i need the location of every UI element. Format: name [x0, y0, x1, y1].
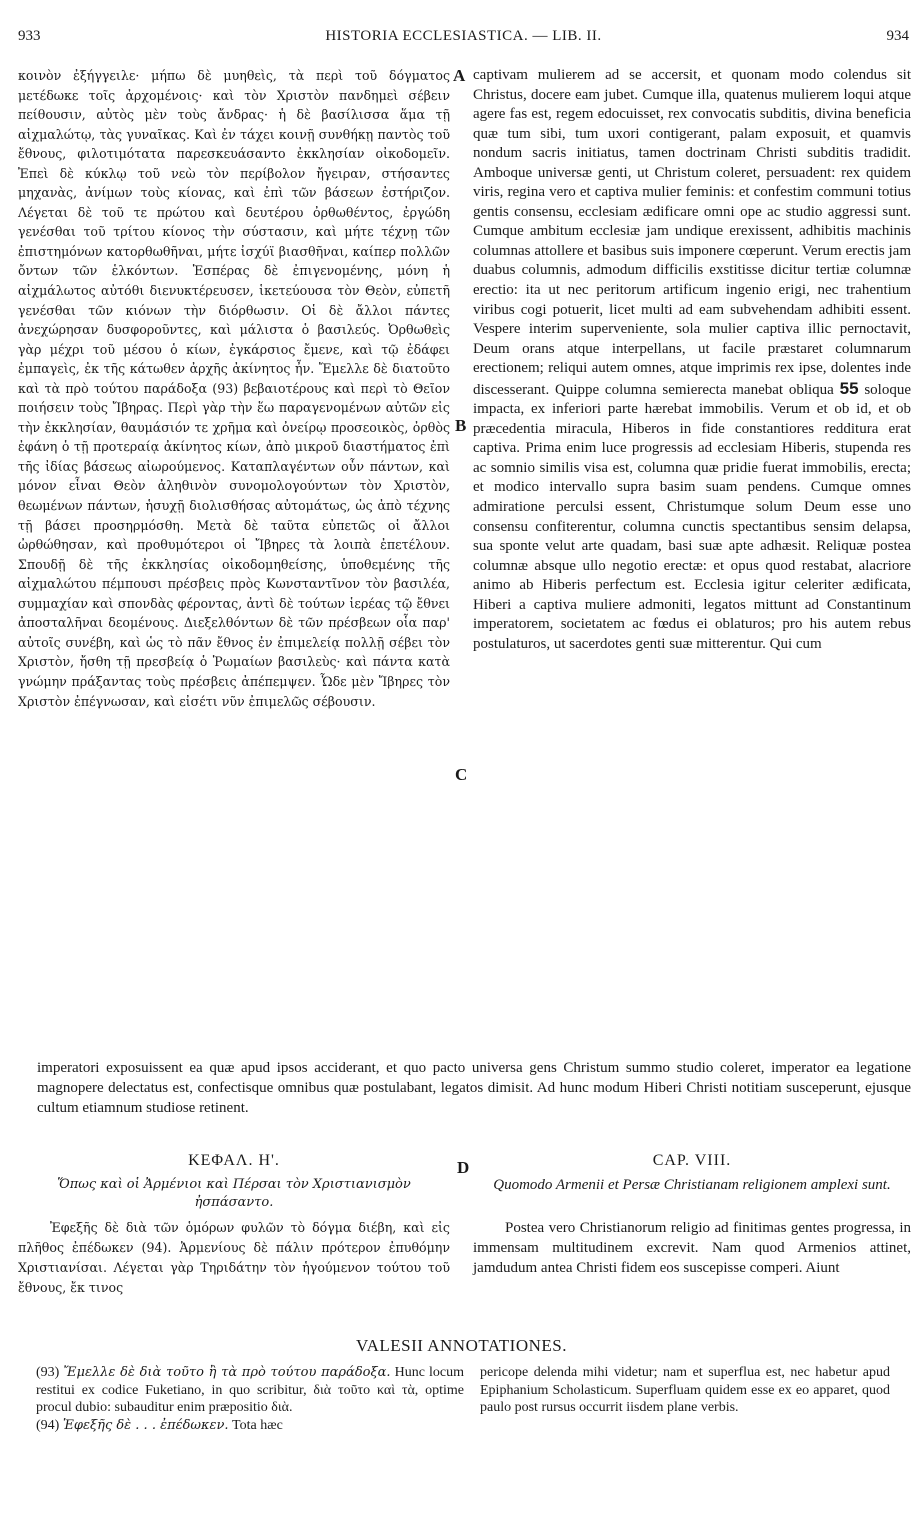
running-title: HISTORIA ECCLESIASTICA. — LIB. II. [325, 28, 602, 44]
note-94: (94) Ἐφεξῆς δὲ . . . ἐπέδωκεν. Tota hæc [36, 1417, 283, 1433]
chapter-heading-greek [18, 1152, 450, 1212]
latin-chapter-text: Postea vero Christianorum religio ad finitimas gentes progressa, in immensam multitudinem excrevit. Nam quod Armenios attinet, jamdudum antea Christi fidem eos suscepisse comperi. Aiunt [473, 1220, 911, 1276]
margin-letter-b: B [455, 416, 467, 435]
latin-full-width-text: imperatori exposuissent ea quæ apud ipsos acciderant, et quo pacto universa gens Christum summo studio coleret, imperator ea legatione magnopere delectatus est, confectisque omnibus quæ postulabant, legatos dimisit. Ad hunc modum Hiberi Christi notitiam susceperunt, ejusque cultum etiamnum studiose retinent. [37, 1060, 911, 1116]
chapter-heading-latin [473, 1152, 911, 1194]
latin-text-part-2: soloque impacta, ex inferiori parte hærebat immobilis. Verum et ob id, et ob præcedentia miracula, Hiberos in fide constantiores redditura erat captiva. Prima enim luce progressis ad ecclesiam Hiberis, stupenda res ac somnio similis visa est, columna quæ pridie fuerat immobilis, erecta; et modico intervallo supra basim suam pendens. Cumque omnes admiratione perculsi essent, Christumque solum Deum esse uno consensu confiterentur, columna cunctis spectantibus sensim delapsa, sua sponte velut arte quadam, basi suæ apte adhæsit. Reliquæ postea columnæ absque ullo negotio erectæ: et opus quod restabat, alacriore animo ab Hiberis perfectum est. Ecclesia igitur celeriter ædificata, Hiberi a captiva muliere admoniti, legatos mittunt ad Constantinum imperatorem, societatem ac fœdus ei oblaturos; pro his autem rebus postulaturos, ut sacerdotes genti suæ mitterentur. Qui cum [473, 381, 911, 652]
margin-letter-d: D [457, 1158, 470, 1177]
latin-text-part-1: captivam mulierem ad se accersit, et quonam modo colendus sit Christus, docere eam jubet. Cumque illa, quatenus mulierem loqui atque agere fas est, regem edocuisset, rex convocatis subditis, divina beneficia quæ tum sibi, tum uxori contigerant, palam exposuit, et quamvis nondum sacris initiatus, tamen doctrinam Christi subditis tradidit. Amboque universæ genti, ut Christum coleret, persuadent: rex quidem viris, regina vero et captiva mulier feminis: et confestim communi totius gentis consensu, ecclesiam ædificare omni ope ac studio aggressi sunt. Cumque ambitum ecclesiæ jam undique erexissent, adhibitis machinis columnas attollere et basibus suis imponere cœperunt. Verum erectis jam duabus columnis, admodum difficilis exstitisse dicitur tertiæ columnæ erectio: ita ut nec peritorum artificum ingenio erigi, nec trahentium viribus cogi potuerit, licet multi ad eam subvehendam adhibiti essent. Vespere interim superveniente, sola mulier captiva illic pernoctavit, Deum orans atque interpellans, ut facile præstaret columnarum erectionem; reliqui autem omnes, atque imprimis rex ipse, dolentes inde discesserant. Quippe columna semierecta manebat obliqua [473, 67, 911, 398]
greek-main-text: κοινὸν ἐξήγγειλε· μήπω δὲ μυηθεὶς, τὰ περὶ τοῦ δόγματος μετέδωκε τοῖς ἀρχομένοις· καὶ τὸν Χριστὸν πανδημεὶ σέβειν πείθουσιν, αὐτὸς μὲν τοὺς ἄνδρας· ἡ δὲ βασίλισσα ἅμα τῇ αἰχμαλώτῳ, τὰς γυναῖκας. Καὶ ἐν τάχει κοινῇ συνθήκῃ παντὸς τοῦ ἔθνους, φιλοτιμότατα παρεσκευάσαντο ἐκκλησίαν οἰκοδομεῖν. Ἐπεὶ δὲ κύκλῳ τοῦ νεὼ τὸν περίβολον ἤγειραν, στήσαντες μηχανὰς, ἀνίμων τοὺς κίονας, καὶ ἐπὶ τῶν βάσεων ἐστήριζον. Λέγεται δὲ τοῦ τε πρώτου καὶ δευτέρου ὀρθωθέντος, ἐργώδη γενέσθαι τοῦ τρίτου κίονος τὴν σύστασιν, καὶ μήτε τέχνῃ τῶν ἐπιστημόνων κατορθωθῆναι, μήτε ἰσχύϊ βιασθῆναι, καίπερ πολλῶν ὄντων τῶν ἑλκόντων. Ἑσπέρας δὲ ἐπιγενομένης, μόνη ἡ αἰχμάλωτος αὐτόθι διενυκτέρευσεν, ἱκετεύουσα τὸν Θεὸν, εὐπετῆ γενέσθαι τῶν κιόνων τὴν διόρθωσιν. Οἱ δὲ ἄλλοι πάντες ἀνεχώρησαν δυσφοροῦντες, καὶ μάλιστα ὁ βασιλεύς. Ὀρθωθεὶς γὰρ μέχρι τοῦ μέσου ὁ κίων, ἐγκάρσιος ἔμενε, καὶ τῷ ἐδάφει ἐμπαγεὶς, ἐκ τῆς κάτωθεν ἀρχῆς ἀκίνητος ἦν. Ἔμελλε δὲ διατοῦτο καὶ τὰ πρὸ τούτου παράδοξα (93) βεβαιοτέρους καὶ περὶ τὸ Θεῖον ποιήσειν τοὺς Ἴβηρας. Περὶ γὰρ τὴν ἕω παραγενομένων αὐτῶν εἰς τὴν ἐκκλησίαν, θαυμάσιόν τε χρῆμα καὶ ὀνείρῳ προσεοικὸς, ὀρθὸς ἐφάνη ὁ τῇ προτεραίᾳ ἀκίνητος κίων, ἀπὸ μικροῦ διαστήματος ἐπὶ τῆς ἰδίας βάσεως αἰωρούμενος. Καταπλαγέντων οὖν πάντων, καὶ μόνον εἶναι Θεὸν ἀληθινὸν συνομολογούντων τὸν Χριστὸν, θεωμένων πάντων, ἡσυχῇ διολισθήσας αὐτομάτως, ὡς ἀπὸ τέχνης τῇ βάσει προσηρμόσθη. Μετὰ δὲ ταῦτα εὐπετῶς οἱ ἄλλοι ὠρθώθησαν, καὶ προθυμότεροι οἱ Ἴβηρες τὰ λοιπὰ ἐπετέλουν. Σπουδῇ δὲ τῆς ἐκκλησίας οἰκοδομηθείσης, ὑποθεμένης τῆς αἰχμαλώτου πέμπουσι πρέσβεις πρὸς Κωνσταντῖνον τὸν βασιλέα, συμμαχίαν καὶ σπονδὰς φέροντας, ἀντὶ δὲ τούτων ἱερέας τῷ ἔθνει ἀποσταλῆναι δεομένους. Διεξελθόντων δὲ τῶν πρέσβεων οἷα παρ' αὐτοῖς συνέβη, καὶ ὡς τὸ πᾶν ἔθνος ἐν ἐπιμελείᾳ πολλῇ σέβει τὸν Χριστὸν, ἤσθη τῇ πρεσβείᾳ ὁ Ῥωμαίων βασιλεὺς· καὶ πάντα κατὰ γνώμην πράξαντας τοὺς πρέσβεις ἀπέπεμψεν. Ὧδε μὲν Ἴβηρες τὸν Χριστὸν ἐπέγνωσαν, καὶ εἰσέτι νῦν ἐπιμελῶς σέβουσιν. [18, 68, 450, 709]
latin-column [473, 66, 911, 776]
margin-letter-a: A [453, 66, 466, 85]
page-header [18, 28, 909, 50]
chapter-subtitle-latin: Quomodo Armenii et Persæ Christianam religionem amplexi sunt. [493, 1177, 891, 1193]
greek-chapter-text: Ἐφεξῆς δὲ διὰ τῶν ὁμόρων φυλῶν τὸ δόγμα διέβη, καὶ εἰς πλῆθος ἐπέδωκεν (94). Ἀρμενίους δὲ πάλιν πρότερον ἐπυθόμην Χριστιανίσαι. Λέγεται γὰρ Τηριδάτην τὸν ἡγούμενον τούτου τοῦ ἔθνους, ἔκ τινος [18, 1220, 450, 1295]
annotations-title: VALESII ANNOTATIONES. [356, 1336, 567, 1355]
annotations-right [480, 1364, 890, 1417]
latin-main-text [473, 66, 911, 654]
page-mark: 55 [839, 378, 859, 398]
greek-column [18, 66, 450, 776]
chapter-subtitle-greek: Ὅπως καὶ οἱ Ἀρμένιοι καὶ Πέρσαι τὸν Χριστιανισμὸν ἠσπάσαντο. [57, 1177, 411, 1210]
chapter-title-latin: CAP. VIII. [652, 1152, 732, 1169]
page-number-left: 933 [18, 28, 41, 44]
note-93: (93) Ἔμελλε δὲ διὰ τοῦτο ἢ τὰ πρὸ τούτου παράδοξα. Hunc locum restitui ex codice Fuketiano, in quo scribitur, διὰ τοῦτο καὶ τὰ, optime procul dubio: subauditur enim præpositio διὰ. [36, 1365, 465, 1415]
chapter-title-greek: ΚΕΦΑΛ. Η'. [188, 1152, 280, 1169]
margin-letter-c: C [455, 765, 468, 784]
note-94-continued: pericope delenda mihi videtur; nam et superflua est, nec habetur apud Epiphanium Scholasticum. Superfluam quidem esse ex eo apparet, quod paulo post rursus occurrit iisdem plane verbis. [480, 1365, 890, 1415]
page-number-right: 934 [886, 28, 909, 44]
annotations-left [36, 1364, 464, 1434]
